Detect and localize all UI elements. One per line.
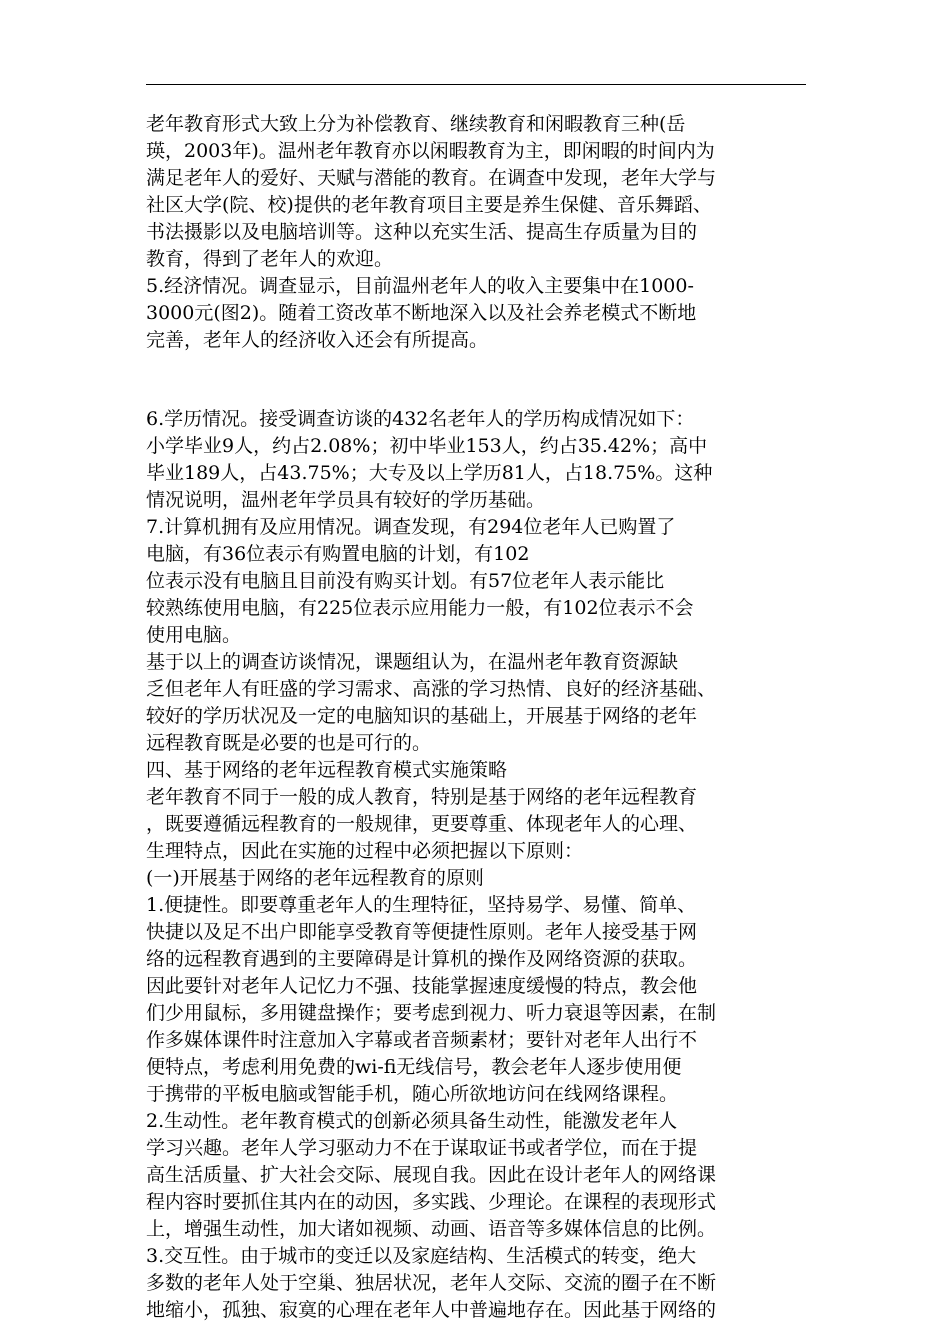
text-line: 老年教育不同于一般的成人教育，特别是基于网络的老年远程教育 <box>146 786 698 808</box>
text-line: 满足老年人的爱好、天赋与潜能的教育。在调查中发现，老年大学与 <box>146 167 717 189</box>
document-body <box>146 111 806 1324</box>
text-line: 作多媒体课件时注意加入字幕或者音频素材；要针对老年人出行不 <box>146 1029 698 1051</box>
text-line: 乏但老年人有旺盛的学习需求、高涨的学习热情、良好的经济基础、 <box>146 678 717 700</box>
text-line: 快捷以及足不出户即能享受教育等便捷性原则。老年人接受基于网 <box>146 921 698 943</box>
text-line: 瑛，2003年)。温州老年教育亦以闲暇教育为主，即闲暇的时间内为 <box>146 140 715 162</box>
text-line: 3.交互性。由于城市的变迁以及家庭结构、生活模式的转变，绝大 <box>146 1245 697 1267</box>
text-line: 们少用鼠标，多用键盘操作；要考虑到视力、听力衰退等因素，在制 <box>146 1002 717 1024</box>
text-line: 地缩小，孤独、寂寞的心理在老年人中普遍地存在。因此基于网络的 <box>146 1299 717 1321</box>
text-line: 因此要针对老年人记忆力不强、技能掌握速度缓慢的特点，教会他 <box>146 975 698 997</box>
text-line: 高生活质量、扩大社会交际、展现自我。因此在设计老年人的网络课 <box>146 1164 717 1186</box>
text-line: 络的远程教育遇到的主要障碍是计算机的操作及网络资源的获取。 <box>146 948 698 970</box>
section-heading: 四、基于网络的老年远程教育模式实施策略 <box>146 759 508 781</box>
text-line: 程内容时要抓住其内在的动因，多实践、少理论。在课程的表现形式 <box>146 1191 717 1213</box>
text-line: ，既要遵循远程教育的一般规律，更要尊重、体现老年人的心理、 <box>146 813 698 835</box>
text-line: 5.经济情况。调查显示，目前温州老年人的收入主要集中在1000- <box>146 275 694 297</box>
text-line: 3000元(图2)。随着工资改革不断地深入以及社会养老模式不断地 <box>146 302 697 324</box>
text-line: 较好的学历状况及一定的电脑知识的基础上，开展基于网络的老年 <box>146 705 698 727</box>
text-line: 多数的老年人处于空巢、独居状况，老年人交际、交流的圈子在不断 <box>146 1272 717 1294</box>
text-line: 教育，得到了老年人的欢迎。 <box>146 248 394 270</box>
text-line: 学习兴趣。老年人学习驱动力不在于谋取证书或者学位，而在于提 <box>146 1137 698 1159</box>
text-line: 6.学历情况。接受调查访谈的432名老年人的学历构成情况如下： <box>146 408 695 430</box>
text-line: 使用电脑。 <box>146 624 242 646</box>
subsection-heading: (一)开展基于网络的老年远程教育的原则 <box>146 867 484 889</box>
text-line: 于携带的平板电脑或智能手机，随心所欲地访问在线网络课程。 <box>146 1083 679 1105</box>
text-line: 上，增强生动性，加大诸如视频、动画、语音等多媒体信息的比例。 <box>146 1218 717 1240</box>
text-line: 1.便捷性。即要尊重老年人的生理特征，坚持易学、易懂、简单、 <box>146 894 697 916</box>
text-line: 便特点，考虑利用免费的wi-fi无线信号，教会老年人逐步使用便 <box>146 1056 682 1078</box>
text-line: 社区大学(院、校)提供的老年教育项目主要是养生保健、音乐舞蹈、 <box>146 194 712 216</box>
text-line: 电脑，有36位表示有购置电脑的计划，有102 <box>146 543 530 565</box>
text-line: 基于以上的调查访谈情况，课题组认为，在温州老年教育资源缺 <box>146 651 679 673</box>
text-line: 2.生动性。老年教育模式的创新必须具备生动性，能激发老年人 <box>146 1110 678 1132</box>
text-line: 较熟练使用电脑，有225位表示应用能力一般，有102位表示不会 <box>146 597 694 619</box>
text-line: 7.计算机拥有及应用情况。调查发现，有294位老年人已购置了 <box>146 516 676 538</box>
text-line: 小学毕业9人，约占2.08%；初中毕业153人，约占35.42%；高中 <box>146 435 708 457</box>
text-line: 位表示没有电脑且目前没有购买计划。有57位老年人表示能比 <box>146 570 665 592</box>
text-line: 情况说明，温州老年学员具有较好的学历基础。 <box>146 489 546 511</box>
text-line: 书法摄影以及电脑培训等。这种以充实生活、提高生存质量为目的 <box>146 221 698 243</box>
paragraph-gap <box>146 354 806 406</box>
header-rule <box>146 84 806 85</box>
text-line: 完善，老年人的经济收入还会有所提高。 <box>146 329 489 351</box>
text-line: 毕业189人，占43.75%；大专及以上学历81人，占18.75%。这种 <box>146 462 713 484</box>
text-line: 老年教育形式大致上分为补偿教育、继续教育和闲暇教育三种(岳 <box>146 113 686 135</box>
text-line: 远程教育既是必要的也是可行的。 <box>146 732 432 754</box>
text-line: 生理特点，因此在实施的过程中必须把握以下原则： <box>146 840 584 862</box>
